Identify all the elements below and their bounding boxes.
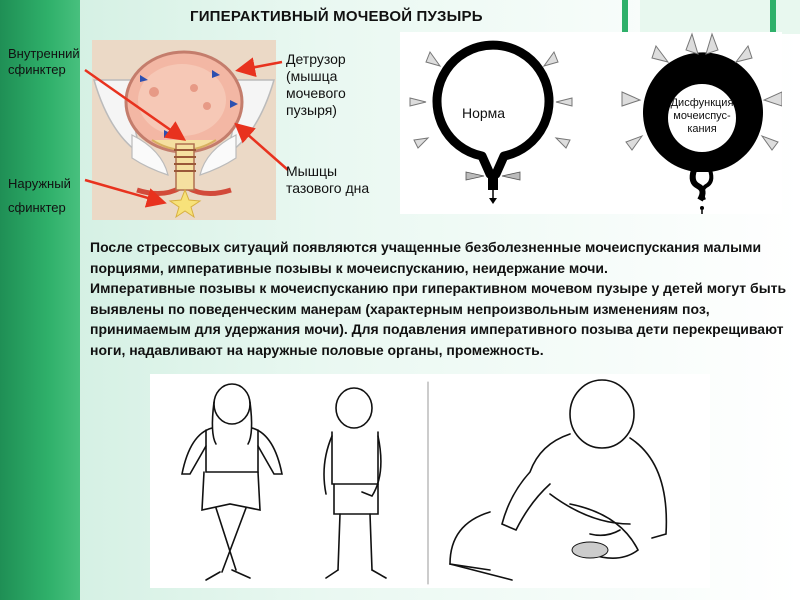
paragraph-2: Императивные позывы к мочеиспусканию при гиперактивном мочевом пузыре у детей могут быть выявлены по поведенческим манерам (характерным непроизвольным изменениям поз, принимаемым для удержания мочи). Для подавления императивного позыва дети перекрещивают ноги, надавливают на наружные половые органы, промежность. <box>90 280 787 358</box>
label-dysfunction: Дисфункция мочеиспус- кания <box>670 97 734 135</box>
body-text <box>90 237 790 360</box>
label-detrusor: Детрузор (мышца мочевого пузыря) <box>286 51 346 118</box>
label-pelvic-floor: Мышцы тазового дна <box>286 163 370 196</box>
children-posture-illustration <box>150 374 710 588</box>
label-norm: Норма <box>462 105 506 121</box>
label-external-sphincter: Наружный сфинктер <box>8 176 71 215</box>
slide-title: ГИПЕРАКТИВНЫЙ МОЧЕВОЙ ПУЗЫРЬ <box>190 8 483 25</box>
label-internal-sphincter: Внутренний сфинктер <box>8 46 80 77</box>
paragraph-1: После стрессовых ситуаций появляются учащенные безболезненные мочеиспускания малыми порциями, императивные позывы к мочеиспусканию, неидержание мочи. <box>90 239 762 276</box>
